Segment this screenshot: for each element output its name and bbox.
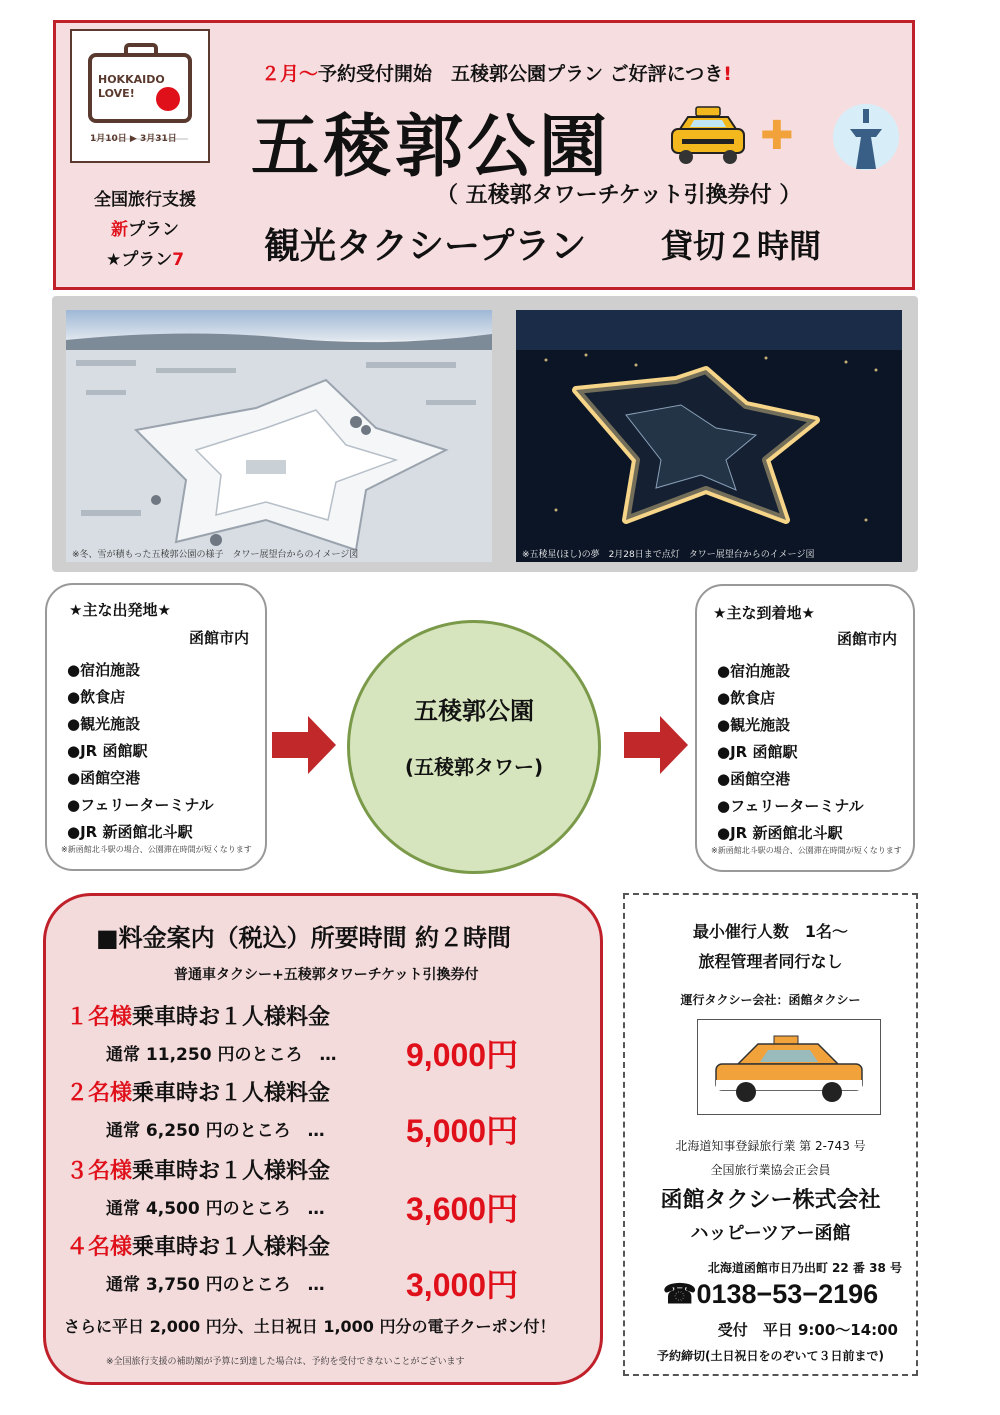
ticket-note: （ 五稜郭タワーチケット引換券付 ） <box>436 183 802 208</box>
left-photo-caption: ※冬、雪が積もった五稜郭公園の様子 タワー展望台からのイメージ図 <box>72 550 359 560</box>
taxi-icon <box>668 105 748 167</box>
logo-dates: 1月10日 ▶ 3月31日 <box>90 134 177 144</box>
arrival-box <box>695 584 915 872</box>
tier-count: ３名様 <box>66 1159 133 1184</box>
arrival-note: ※新函館北斗駅の場合、公園滞在時間が短くなります <box>711 846 902 855</box>
company-name: 函館タクシー株式会社 <box>660 1188 881 1213</box>
list-item: ●フェリーターミナル <box>67 796 214 814</box>
promo-text: 予約受付開始 五稜郭公園プラン ご好評につき <box>318 63 724 85</box>
association: 全国旅行業協会正会員 <box>710 1163 831 1177</box>
tower-icon <box>828 103 904 171</box>
price-subheading: 普通車タクシー+五稜郭タワーチケット引換券付 <box>174 967 479 983</box>
tier-price: 5,000円 <box>406 1113 519 1149</box>
arrow-right-icon <box>622 714 690 776</box>
tier-price: 3,000円 <box>406 1267 519 1303</box>
support-line-2 <box>70 215 220 240</box>
price-heading: ■料金案内（税込）所要時間 約２時間 <box>96 924 512 952</box>
price-tier <box>66 1230 586 1304</box>
taxi-car-icon <box>698 1020 880 1114</box>
support-plan-label: プラン <box>128 220 179 240</box>
tier-normal-price: 通常 4,500 円のところ … <box>106 1199 325 1219</box>
list-item: ●JR 函館駅 <box>67 742 148 760</box>
photo-panel <box>52 296 918 572</box>
company-address: 北海道函館市日乃出町 22 番 38 号 <box>707 1261 902 1275</box>
phone-number[interactable]: ☎0138−53−2196 <box>662 1279 879 1309</box>
list-item: ●観光施設 <box>717 716 791 734</box>
departure-heading: ★主な出発地★ <box>69 601 171 619</box>
arrival-area: 函館市内 <box>836 630 897 648</box>
company-box <box>623 893 918 1376</box>
booking-deadline: 予約締切(土日祝日をのぞいて３日前まで) <box>657 1349 884 1363</box>
tier-count: １名様 <box>66 1005 133 1030</box>
list-item: ●飲食店 <box>717 689 776 707</box>
registration: 北海道知事登録旅行業 第 2-743 号 <box>675 1139 866 1153</box>
hokkaido-love-logo <box>70 29 210 163</box>
price-box <box>43 893 603 1385</box>
list-item: ●フェリーターミナル <box>717 797 864 815</box>
list-item: ●JR 函館駅 <box>717 743 798 761</box>
price-tier <box>66 1154 586 1228</box>
list-item: ●飲食店 <box>67 688 126 706</box>
tier-normal-price: 通常 3,750 円のところ … <box>106 1275 325 1295</box>
logo-text: HOKKAIDO LOVE! <box>98 73 165 100</box>
support-plan: ★プラン <box>105 250 173 270</box>
illuminated-night-photo <box>516 310 902 562</box>
operator: 運行タクシー会社：函館タクシー <box>680 993 861 1007</box>
tier-count: ４名様 <box>66 1235 133 1260</box>
arrow-right-icon <box>270 714 338 776</box>
plus-icon: ✚ <box>760 113 794 159</box>
price-tier <box>66 1076 586 1150</box>
destination-name: 五稜郭公園 <box>414 697 534 725</box>
tier-label: 乗車時お１人様料金 <box>132 1235 331 1260</box>
tier-price: 3,600円 <box>406 1191 519 1227</box>
list-item: ●宿泊施設 <box>717 662 791 680</box>
destination-sub: (五稜郭タワー) <box>404 755 544 779</box>
arrival-list <box>717 658 864 847</box>
tier-label: 乗車時お１人様料金 <box>132 1159 331 1184</box>
price-footnote: ※全国旅行支援の補助額が予算に到達した場合は、予約を受付できないことがございます <box>106 1357 465 1367</box>
support-new: 新 <box>111 220 128 240</box>
support-plan-number: 7 <box>172 250 185 270</box>
taxi-photo <box>697 1019 881 1115</box>
departure-note: ※新函館北斗駅の場合、公園滞在時間が短くなります <box>61 845 252 854</box>
promo-month: ２月〜 <box>261 63 319 85</box>
list-item: ●JR 新函館北斗駅 <box>67 823 193 841</box>
destination-circle <box>347 620 601 874</box>
reception-hours: 受付 平日 9:00〜14:00 <box>717 1321 898 1339</box>
price-tier <box>66 1000 586 1074</box>
min-people: 最小催行人数 1名〜 <box>692 922 849 941</box>
right-photo-caption: ※五稜星(ほし)の夢 2月28日まで点灯 タワー展望台からのイメージ図 <box>522 550 815 560</box>
plan-name: 観光タクシープラン <box>264 226 587 267</box>
promo-line <box>261 59 861 86</box>
promo-exclaim: ! <box>723 63 732 85</box>
list-item: ●JR 新函館北斗駅 <box>717 824 843 842</box>
company-brand: ハッピーツアー函館 <box>690 1223 851 1244</box>
page-title: 五稜郭公園 <box>251 107 612 187</box>
no-guide: 旅程管理者同行なし <box>698 952 843 971</box>
list-item: ●宿泊施設 <box>67 661 141 679</box>
tier-count: ２名様 <box>66 1081 133 1106</box>
plan-hours: 貸切２時間 <box>661 227 822 265</box>
list-item: ●函館空港 <box>67 769 141 787</box>
tier-normal-price: 通常 11,250 円のところ … <box>106 1045 337 1065</box>
departure-box <box>45 583 267 871</box>
list-item: ●函館空港 <box>717 770 791 788</box>
arrival-heading: ★主な到着地★ <box>713 604 815 622</box>
tier-label: 乗車時お１人様料金 <box>132 1005 331 1030</box>
support-line-1: 全国旅行支援 <box>94 190 196 210</box>
tier-price: 9,000円 <box>406 1037 519 1073</box>
list-item: ●観光施設 <box>67 715 141 733</box>
winter-day-photo <box>66 310 492 562</box>
tier-normal-price: 通常 6,250 円のところ … <box>106 1121 325 1141</box>
departure-list <box>67 657 214 846</box>
support-line-3 <box>70 245 220 270</box>
departure-area: 函館市内 <box>188 629 249 647</box>
tier-label: 乗車時お１人様料金 <box>132 1081 331 1106</box>
coupon-bonus: さらに平日 2,000 円分、土日祝日 1,000 円分の電子クーポン付！ <box>64 1317 556 1336</box>
header-banner <box>53 20 915 290</box>
